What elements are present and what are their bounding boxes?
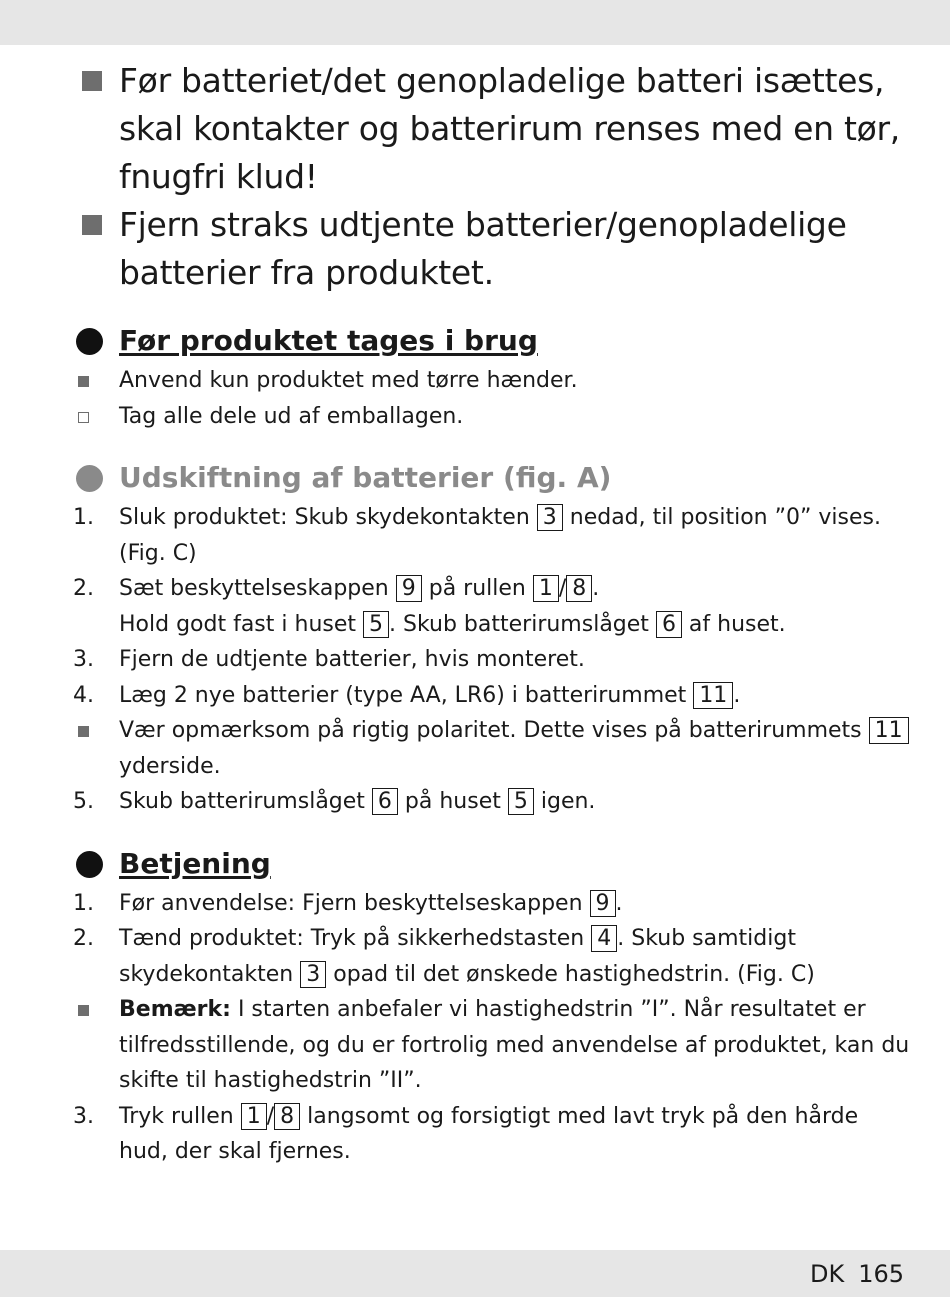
step-item: 3. Fjern de udtjente batterier, hvis monteret. bbox=[73, 647, 585, 672]
step-item: 3. Tryk rullen 1 / 8 langsomt og forsigtigt med lavt tryk på den hårde hud, der skal fjernes. bbox=[73, 1103, 859, 1164]
section-before-use bbox=[73, 321, 913, 434]
part-number-box: 1 bbox=[241, 1103, 267, 1130]
list-item: Anvend kun produktet med tørre hænder. bbox=[73, 363, 913, 399]
page-footer bbox=[810, 1258, 904, 1290]
section-heading: Før produktet tages i brug bbox=[73, 321, 913, 361]
part-number-box: 11 bbox=[693, 682, 733, 709]
step-item: 5. Skub batterirumslåget 6 på huset 5 igen. bbox=[73, 789, 596, 814]
page-content bbox=[73, 57, 913, 1170]
part-number-box: 8 bbox=[566, 575, 592, 602]
part-number-box: 9 bbox=[590, 890, 616, 917]
square-bullet-icon bbox=[82, 71, 102, 91]
step-item: 2. Tænd produktet: Tryk på sikkerhedstasten 4 . Skub samtidigt skydekontakten 3 opad til det ønskede hastighedstrin. (Fig. C) bbox=[73, 926, 815, 987]
step-item: 4. Læg 2 nye batterier (type AA, LR6) i batterirummet 11 . bbox=[73, 682, 741, 708]
page-number: 165 bbox=[858, 1260, 904, 1288]
part-number-box: 9 bbox=[396, 575, 422, 602]
checkbox-square-icon bbox=[78, 412, 89, 423]
part-number-box: 11 bbox=[869, 717, 909, 744]
language-code: DK bbox=[809, 1260, 845, 1288]
part-number-box: 3 bbox=[537, 504, 563, 531]
filled-square-bullet-icon bbox=[78, 1005, 89, 1016]
part-number-box: 6 bbox=[372, 788, 398, 815]
filled-circle-icon bbox=[76, 465, 103, 492]
section-heading: Udskiftning af batterier (fig. A) bbox=[73, 458, 913, 498]
filled-square-bullet-icon bbox=[78, 376, 89, 387]
part-number-box: 5 bbox=[508, 788, 534, 815]
section-heading: Betjening bbox=[73, 844, 913, 884]
footer-band bbox=[0, 1250, 950, 1297]
filled-circle-icon bbox=[76, 851, 103, 878]
note-item: Bemærk: I starten anbefaler vi hastighedstrin ”I”. Når resultatet er tilfredsstillende, og du er fortrolig med anvendelse af produktet, kan du skifte til hastighedstrin ”II”. bbox=[73, 992, 913, 1099]
part-number-box: 3 bbox=[300, 961, 326, 988]
part-number-box: 4 bbox=[591, 925, 617, 952]
step-item: 1. Før anvendelse: Fjern beskyttelseskappen 9 . bbox=[73, 890, 623, 916]
note-item: Vær opmærksom på rigtig polaritet. Dette vises på batterirummets 11 yderside. bbox=[73, 713, 913, 784]
section-operation bbox=[73, 844, 913, 1170]
part-number-box: 5 bbox=[363, 611, 389, 638]
warning-item bbox=[73, 201, 913, 297]
step-item: 2. Sæt beskyttelseskappen 9 på rullen 1 / 8 . Hold godt fast i huset 5 . Skub batterirumslåget 6 af huset. bbox=[73, 576, 786, 637]
part-number-box: 1 bbox=[533, 575, 559, 602]
header-band bbox=[0, 0, 950, 45]
section-battery-replacement bbox=[73, 458, 913, 820]
part-number-box: 8 bbox=[274, 1103, 300, 1130]
filled-square-bullet-icon bbox=[78, 726, 89, 737]
part-number-box: 6 bbox=[656, 611, 682, 638]
square-bullet-icon bbox=[82, 215, 102, 235]
filled-circle-icon bbox=[76, 328, 103, 355]
list-item: Tag alle dele ud af emballagen. bbox=[73, 399, 913, 435]
warning-text: Før batteriet/det genopladelige batteri isættes, skal kontakter og batterirum renses med en tør, fnugfri klud! bbox=[119, 61, 900, 196]
warning-text: Fjern straks udtjente batterier/genopladelige batterier fra produktet. bbox=[119, 205, 847, 292]
warning-item bbox=[73, 57, 913, 201]
step-item: 1. Sluk produktet: Skub skydekontakten 3 nedad, til position ”0” vises. (Fig. C) bbox=[73, 505, 881, 566]
